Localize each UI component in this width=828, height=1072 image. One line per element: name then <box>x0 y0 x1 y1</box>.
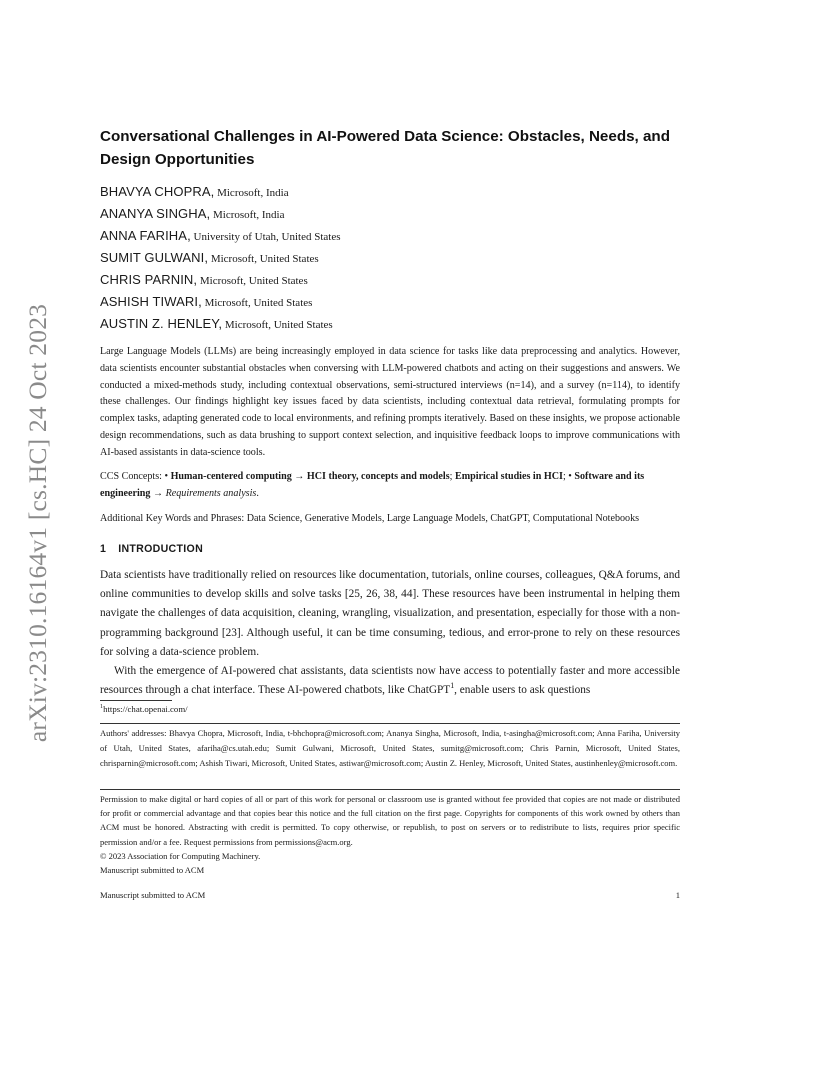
author-affiliation: Microsoft, India <box>213 209 285 221</box>
author-name: SUMIT GULWANI, <box>100 250 209 265</box>
author-affiliation: Microsoft, United States <box>204 297 313 309</box>
author-affiliation: Microsoft, United States <box>224 319 333 331</box>
ccs-concept: Empirical studies in HCI <box>454 471 563 482</box>
page-footer-left: Manuscript submitted to ACM <box>100 890 206 900</box>
intro-paragraph-2-text-end: , enable users to ask questions <box>454 684 591 697</box>
author-entry <box>100 316 340 338</box>
section-title: INTRODUCTION <box>118 543 204 555</box>
ccs-concept: Software and its engineering <box>100 471 645 499</box>
footnote <box>100 703 188 716</box>
section-number: 1 <box>100 543 107 555</box>
keywords: Additional Key Words and Phrases: Data Science, Generative Models, Large Language Models, ChatGPT, Computational Notebooks <box>100 513 640 524</box>
author-name: BHAVYA CHOPRA, <box>100 184 215 199</box>
ccs-separator: ; • <box>562 471 575 482</box>
author-affiliation: Microsoft, United States <box>199 275 308 287</box>
author-entry <box>100 206 340 228</box>
arxiv-identifier-stamp <box>18 288 58 758</box>
footnote-divider <box>100 700 172 701</box>
ccs-concepts <box>100 469 680 503</box>
ccs-arrow: → <box>150 487 166 499</box>
permission-divider <box>100 789 680 790</box>
author-affiliation: Microsoft, India <box>217 187 289 199</box>
author-name: ANNA FARIHA, <box>100 228 191 243</box>
ccs-label: CCS Concepts: • <box>100 471 171 482</box>
author-entry <box>100 294 340 316</box>
page-number: 1 <box>675 890 680 900</box>
author-entry <box>100 272 340 294</box>
author-name: CHRIS PARNIN, <box>100 272 198 287</box>
paper-title: Conversational Challenges in AI-Powered Data Science: Obstacles, Needs, and Design Opportunities <box>100 128 670 168</box>
author-name: AUSTIN Z. HENLEY, <box>100 316 223 331</box>
author-list <box>100 184 340 338</box>
ccs-separator: ; <box>449 471 455 482</box>
footnote-link[interactable]: https://chat.openai.com/ <box>103 704 188 714</box>
intro-paragraph-1: Data scientists have traditionally relied on resources like documentation, tutorials, online courses, colleagues, Q&A forums, and online communities to develop skills and solve tasks [25, 26, 38, 44]. These resources have been instrumental in helping them navigate the challenges of data acquisition, cleaning, wrangling, visualization, and presentation, especially for those with a non-programming background [23]. Although useful, it can be time consuming, tedious, and error-prone to rely on these resources for solving a data-science problem. <box>100 569 680 658</box>
copyright-line: © 2023 Association for Computing Machinery. <box>100 850 261 861</box>
author-entry <box>100 250 340 272</box>
author-name: ASHISH TIWARI, <box>100 294 202 309</box>
ccs-concept: Requirements analysis <box>165 487 257 499</box>
ccs-concept: Human-centered computing → HCI theory, concepts and models <box>170 471 450 482</box>
section-heading <box>100 543 203 555</box>
permission-text: Permission to make digital or hard copies of all or part of this work for personal or classroom use is granted without fee provided that copies are not made or distributed for profit or commercial advantage and that copies bear this notice and the full citation on the first page. Copyrights for components of this work owned by others than ACM must be honored. Abstracting with credit is permitted. To copy otherwise, or republish, to post on servers or to redistribute to lists, requires prior specific permission and/or a fee. Request permissions from permissions@acm.org. <box>100 794 680 847</box>
footnote-reference[interactable]: 1 <box>450 681 455 691</box>
footnote-marker: 1 <box>100 704 104 711</box>
author-entry <box>100 228 340 250</box>
author-name: ANANYA SINGHA, <box>100 206 211 221</box>
abstract: Large Language Models (LLMs) are being increasingly employed in data science for tasks like data preprocessing and analytics. However, data scientists encounter substantial obstacles when conversing with LLM-powered chatbots and acting on their suggestions and answers. We conducted a mixed-methods study, including contextual observations, semi-structured interviews (n=14), and a survey (n=114), to identify these challenges. Our findings highlight key issues faced by data scientists, including contextual data retrieval, formulating prompts for complex tasks, adapting generated code to local environments, and refining prompts iteratively. Based on these insights, we propose actionable design recommendations, such as data brushing to support context selection, and inquisitive feedback loops to improve communications with AI-based assistants in data-science tools. <box>100 346 680 458</box>
author-addresses: Authors' addresses: Bhavya Chopra, Microsoft, India, t-bhchopra@microsoft.com; Ananya Singha, Microsoft, India, t-asingha@microsoft.com; Anna Fariha, University of Utah, United States, afariha@cs.utah.edu; Sumit Gulwani, Microsoft, United States, sumitg@microsoft.com; Chris Parnin, Microsoft, United States, chrisparnin@microsoft.com; Ashish Tiwari, Microsoft, United States, astiwar@microsoft.com; Austin Z. Henley, Microsoft, United States, austinhenley@microsoft.com. <box>100 728 680 769</box>
ccs-end: . <box>256 487 259 499</box>
author-affiliation: University of Utah, United States <box>193 231 341 243</box>
author-affiliation: Microsoft, United States <box>210 253 319 265</box>
manuscript-line: Manuscript submitted to ACM <box>100 865 205 876</box>
intro-paragraph-2 <box>100 662 680 700</box>
intro-paragraph-2-text: With the emergence of AI-powered chat assistants, data scientists now have access to potentially faster and more accessible resources through a chat interface. These AI-powered chatbots, like ChatGPT <box>100 665 680 697</box>
permission-notice <box>100 792 680 877</box>
author-entry <box>100 184 340 206</box>
addresses-divider <box>100 723 680 724</box>
arxiv-identifier-text: arXiv:2310.16164v1 [cs.HC] 24 Oct 2023 <box>23 303 52 743</box>
introduction-body <box>100 566 680 700</box>
